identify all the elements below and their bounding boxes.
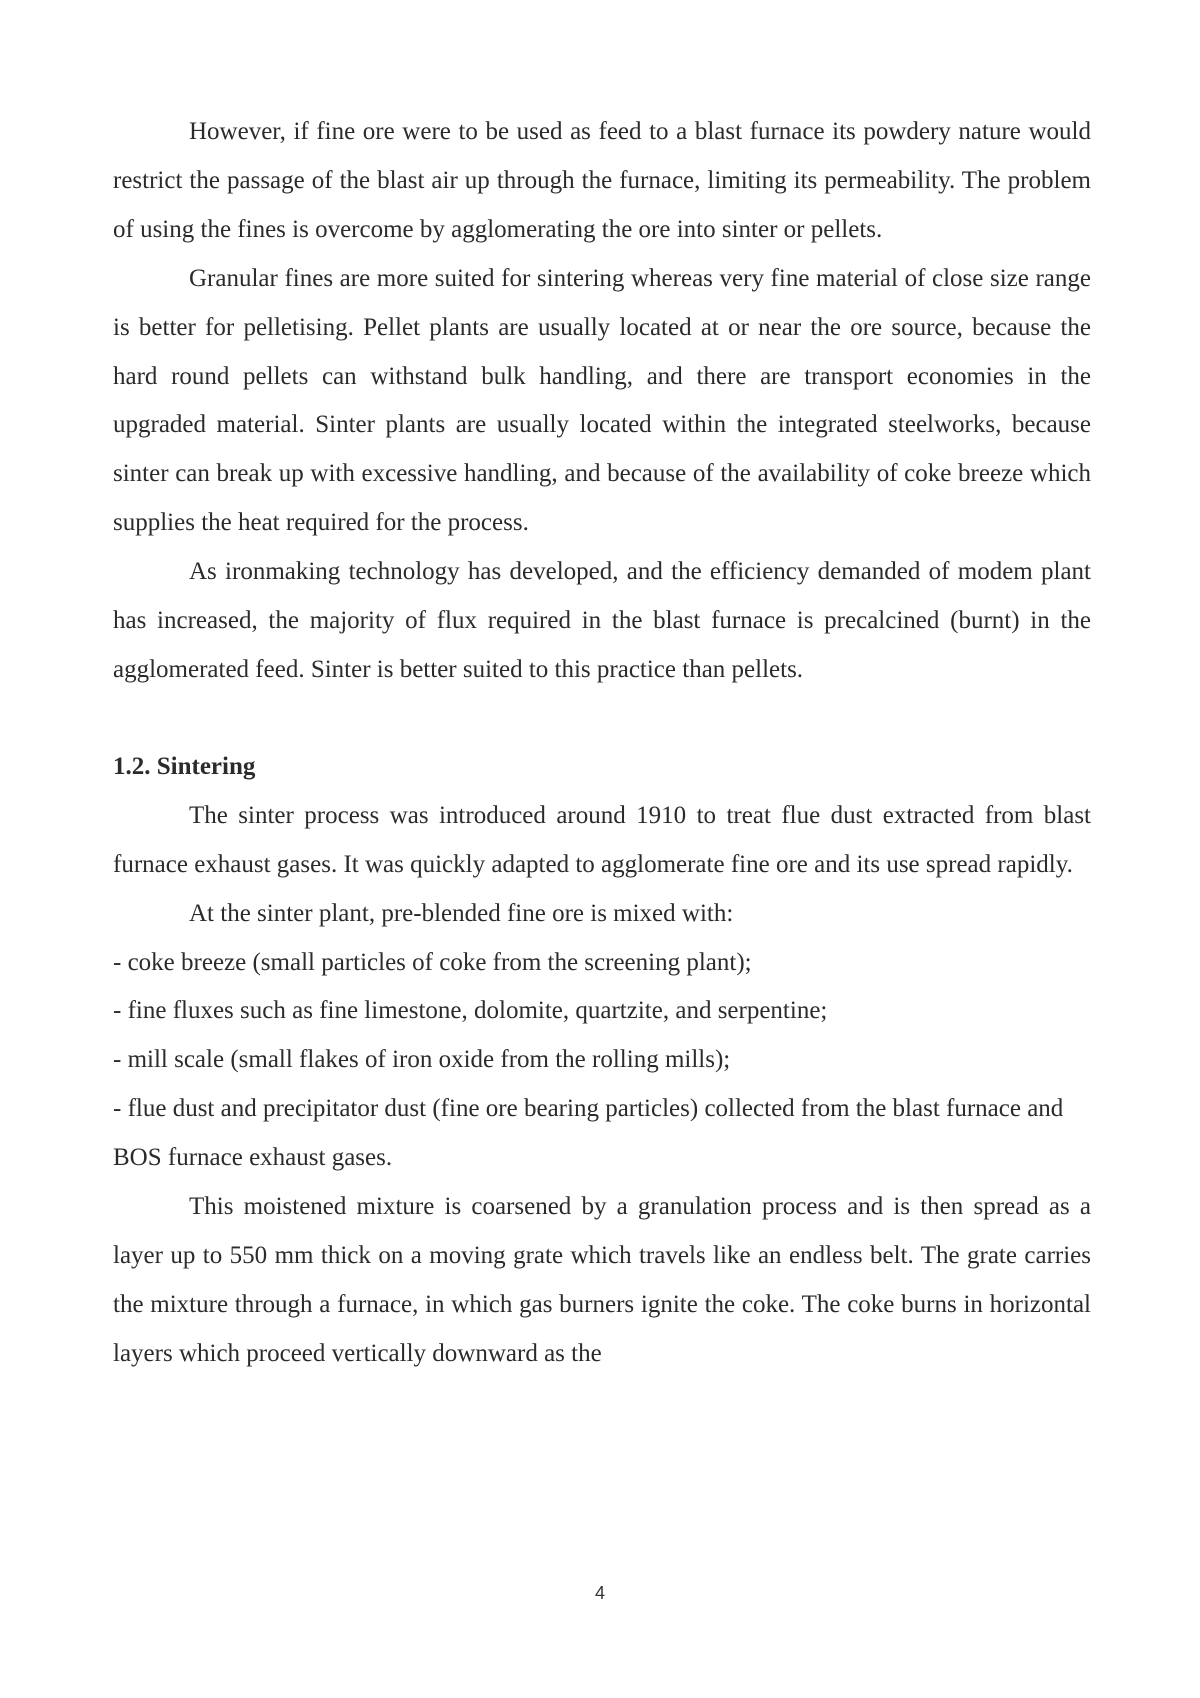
paragraph-granular-fines: Granular fines are more suited for sintering whereas very fine material of close size range is better for pelletising. Pellet plants are usually located at or near the ore source, because the hard round pellets can withstand bulk handling, and there are transport economies in the upgraded material. Sinter plants are usually located within the integrated steelworks, because sinter can break up with excessive handling, and because of the availability of coke breeze which supplies the heat required for the process. [113, 264, 1091, 537]
list-item-fine-fluxes: - fine fluxes such as fine limestone, dolomite, quartzite, and serpentine; [113, 997, 828, 1025]
paragraph-ironmaking-technology: As ironmaking technology has developed, and the efficiency demanded of modem plant has increased, the majority of flux required in the blast furnace is precalcined (burnt) in the agglomerated feed. Sinter is better suited to this practice than pellets. [113, 558, 1091, 683]
page-body [113, 108, 1091, 1379]
paragraph-granulation-process: This moistened mixture is coarsened by a granulation process and is then spread as a layer up to 550 mm thick on a moving grate which travels like an endless belt. The grate carries the mixture through a furnace, in which gas burners ignite the coke. The coke burns in horizontal layers which proceed vertically downward as the [113, 1193, 1091, 1367]
list-item-coke-breeze: - coke breeze (small particles of coke from the screening plant); [113, 948, 752, 976]
list-item-mill-scale: - mill scale (small flakes of iron oxide from the rolling mills); [113, 1046, 731, 1074]
paragraph-sinter-process-history: The sinter process was introduced around 1910 to treat flue dust extracted from blast furnace exhaust gases. It was quickly adapted to agglomerate fine ore and its use spread rapidly. [113, 801, 1091, 878]
section-heading-sintering: 1.2. Sintering [113, 752, 256, 780]
page-number: 4 [594, 1583, 605, 1603]
list-item-flue-dust: - flue dust and precipitator dust (fine ore bearing particles) collected from the blast furnace and BOS furnace exhaust gases. [113, 1095, 1064, 1172]
paragraph-sinter-plant-mix: At the sinter plant, pre-blended fine ore is mixed with: [189, 899, 734, 927]
paragraph-fine-ore: However, if fine ore were to be used as feed to a blast furnace its powdery nature would restrict the passage of the blast air up through the furnace, limiting its permeability. The problem of using the fines is overcome by agglomerating the ore into sinter or pellets. [113, 118, 1091, 243]
